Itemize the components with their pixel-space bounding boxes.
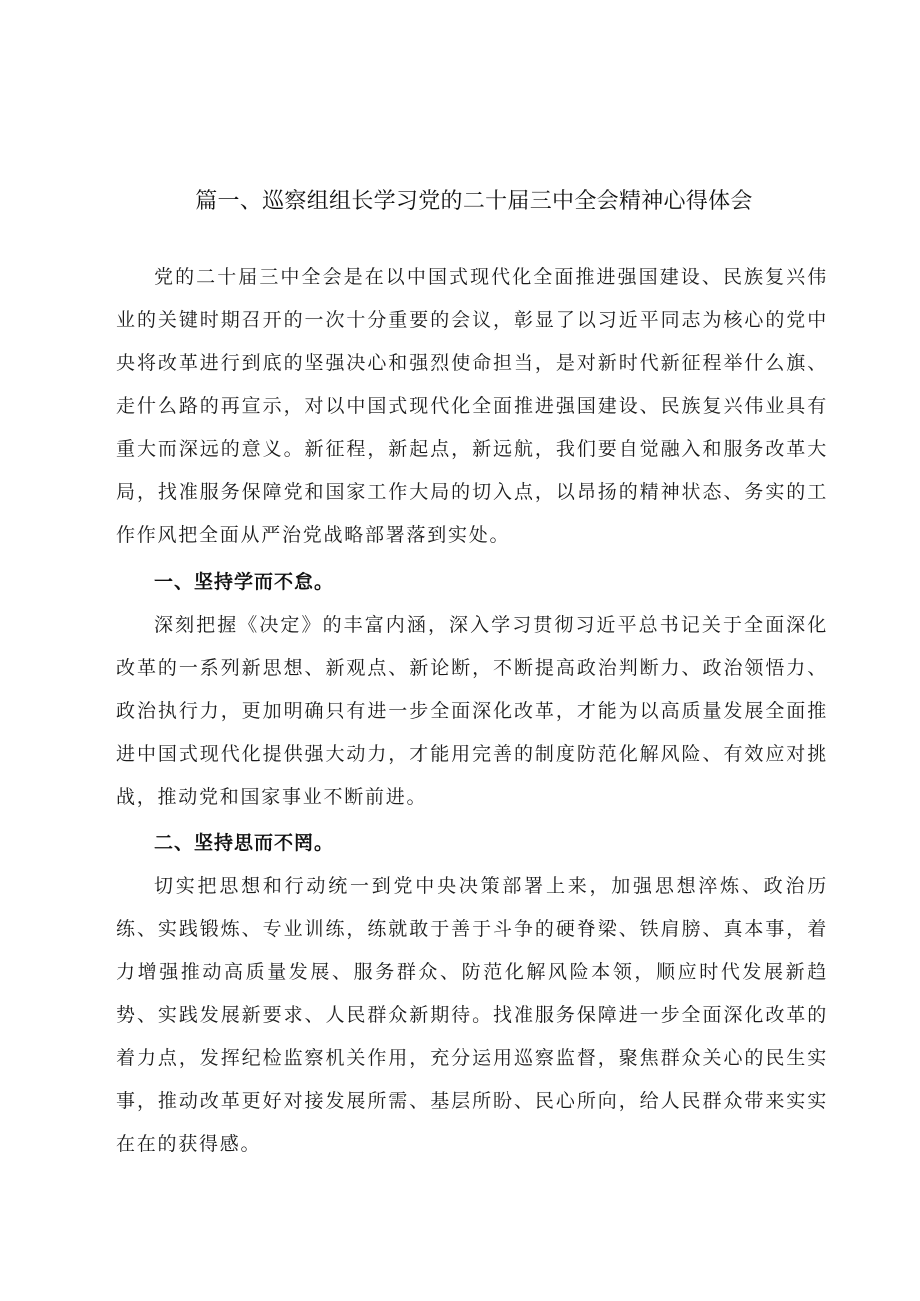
section-heading-2: 二、坚持思而不罔。 [154, 832, 335, 854]
section-1-paragraph: 深刻把握《决定》的丰富内涵，深入学习贯彻习近平总书记关于全面深化改革的一系列新思想、新观点、新论断，不断提高政治判断力、政治领悟力、政治执行力，更加明确只有进一步全面深化改革，才能为以高质量发展全面推进中国式现代化提供强大动力，才能用完善的制度防范化解风险、有效应对挑战，推动党和国家事业不断前进。 [116, 614, 828, 808]
document-title: 篇一、巡察组组长学习党的二十届三中全会精神心得体会 [195, 188, 753, 214]
section-heading-1: 一、坚持学而不怠。 [154, 571, 335, 593]
intro-paragraph: 党的二十届三中全会是在以中国式现代化全面推进强国建设、民族复兴伟业的关键时期召开的一次十分重要的会议，彰显了以习近平同志为核心的党中央将改革进行到底的坚强决心和强烈使命担当，是对新时代新征程举什么旗、走什么路的再宣示，对以中国式现代化全面推进强国建设、民族复兴伟业具有重大而深远的意义。新征程，新起点，新远航，我们要自觉融入和服务改革大局，找准服务保障党和国家工作大局的切入点，以昂扬的精神状态、务实的工作作风把全面从严治党战略部署落到实处。 [116, 266, 828, 546]
section-2-paragraph: 切实把思想和行动统一到党中央决策部署上来，加强思想淬炼、政治历练、实践锻炼、专业训练，练就敢于善于斗争的硬脊梁、铁肩膀、真本事，着力增强推动高质量发展、服务群众、防范化解风险本领，顺应时代发展新趋势、实践发展新要求、人民群众新期待。找准服务保障进一步全面深化改革的着力点，发挥纪检监察机关作用，充分运用巡察监督，聚焦群众关心的民生实事，推动改革更好对接发展所需、基层所盼、民心所向，给人民群众带来实实在在的获得感。 [116, 875, 828, 1155]
